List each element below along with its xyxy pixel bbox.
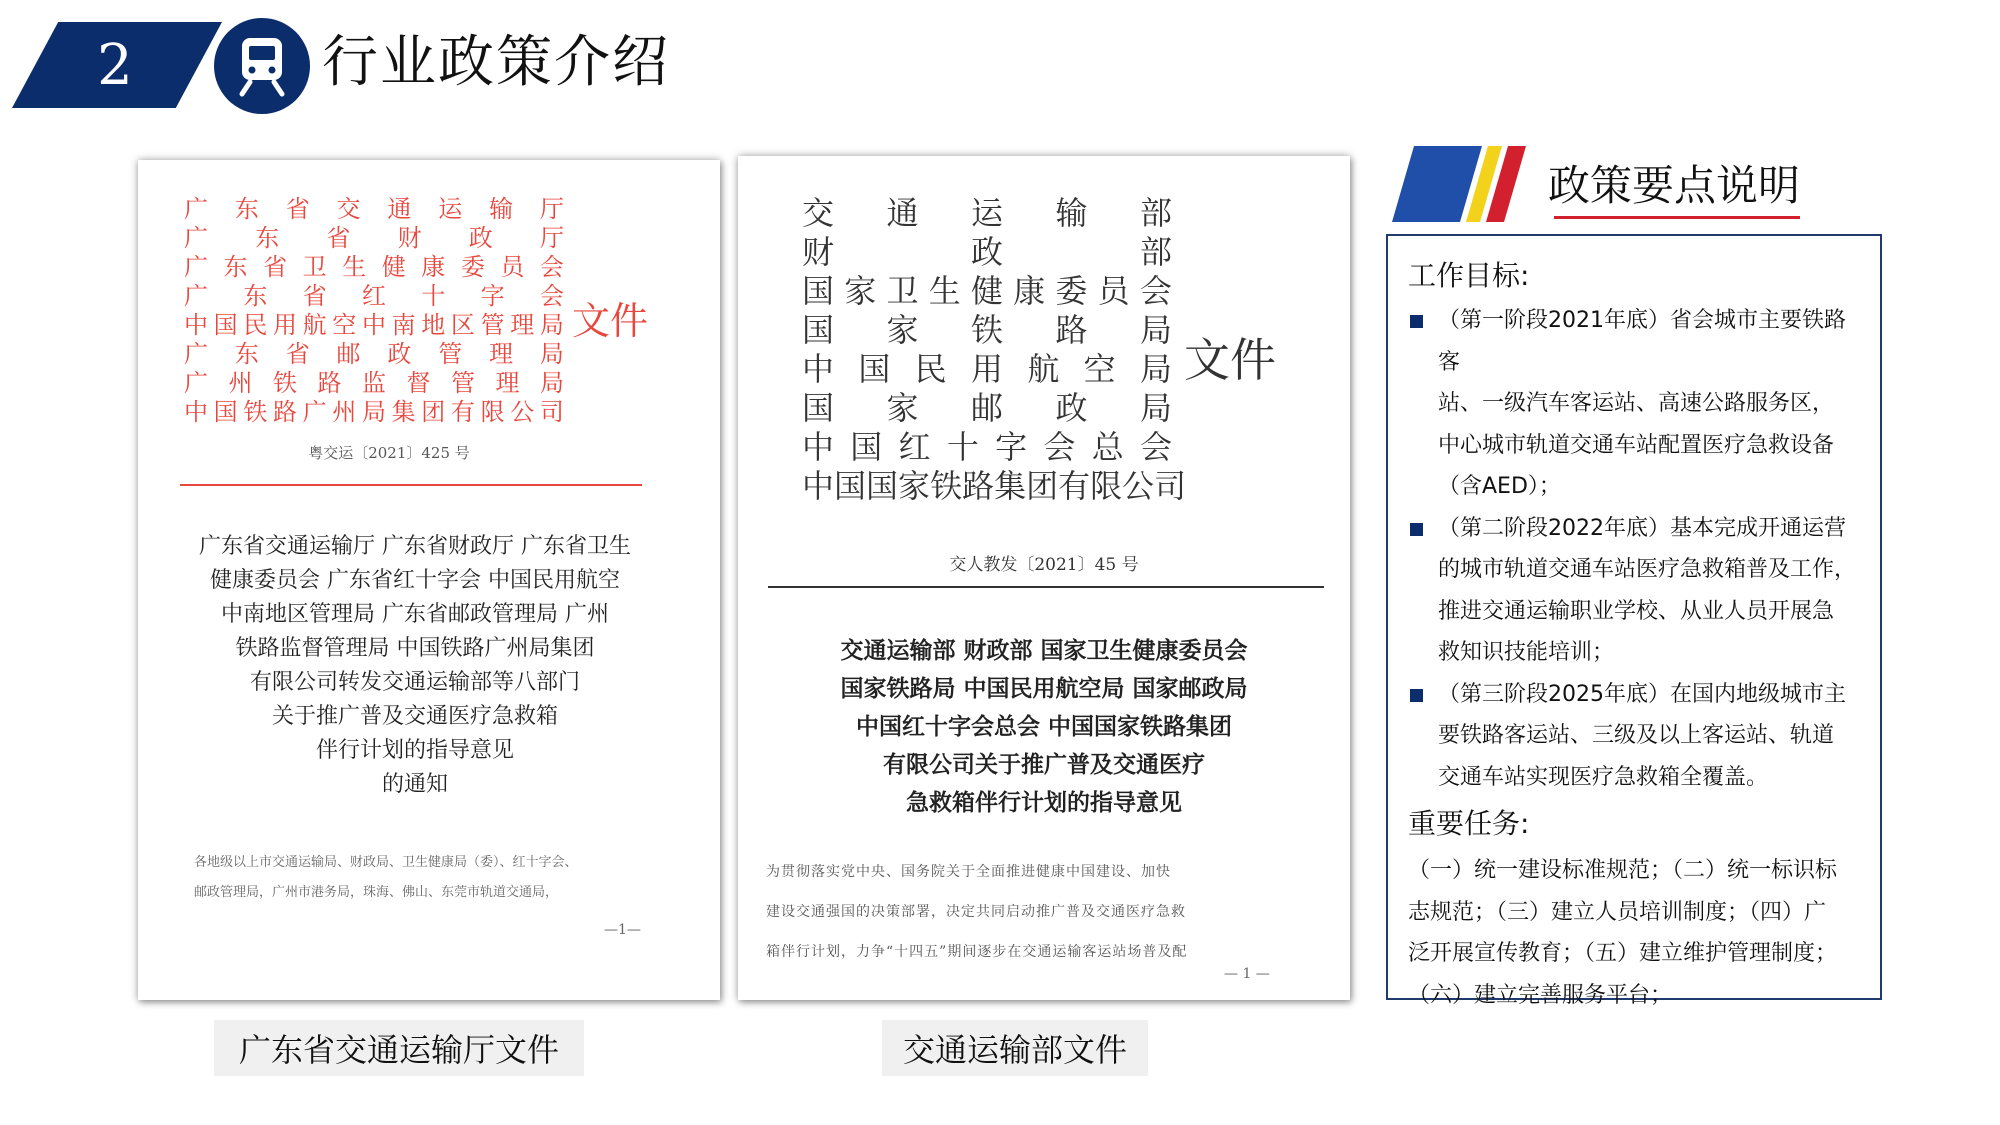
title-line: 急救箱伴行计划的指导意见 <box>906 789 1182 816</box>
guangdong-document <box>138 160 720 1000</box>
document-body <box>766 852 1187 972</box>
issuer-line: 广 东 省 邮 政 管 理 局 <box>184 340 564 368</box>
panel-title: 政策要点说明 <box>1548 161 1801 210</box>
title-line: 有限公司关于推广普及交通医疗 <box>883 751 1205 778</box>
policy-points-panel <box>1386 234 1882 1008</box>
title-line: 有限公司转发交通运输部等八部门 <box>249 670 580 695</box>
task-line: 泛开展宣传教育；（五）建立维护管理制度； <box>1408 941 1838 966</box>
issuer-line: 财 政 部 <box>802 233 1172 271</box>
title-line: 关于推广普及交通医疗急救箱 <box>271 704 558 729</box>
title-line: 广东省交通运输厅 广东省财政厅 广东省卫生 <box>199 534 631 559</box>
square-bullet-icon <box>1410 315 1423 328</box>
body-line: 箱伴行计划，力争“十四五”期间逐步在交通运输客运站场普及配 <box>766 944 1188 960</box>
document-body <box>194 848 578 908</box>
issuer-line: 广 东 省 卫 生 健 康 委 员 会 <box>184 253 564 281</box>
goal-line: 的城市轨道交通车站医疗急救箱普及工作， <box>1438 557 1857 582</box>
title-underline <box>1554 216 1800 219</box>
title-line: 健康委员会 广东省红十字会 中国民用航空 <box>210 568 620 593</box>
document-title <box>138 530 706 802</box>
caption-ministry: 交通运输部文件 <box>882 1020 1148 1076</box>
issuer-line: 国 家 铁 路 局 <box>802 311 1172 349</box>
section-number: 2 <box>97 32 133 98</box>
goal-item <box>1408 674 1860 799</box>
goal-item <box>1408 508 1860 674</box>
title-line: 铁路监督管理局 中国铁路广州局集团 <box>235 636 595 661</box>
page-number: —1— <box>604 922 641 938</box>
goal-line: 推进交通运输职业学校、从业人员开展急 <box>1438 598 1835 624</box>
goals-heading: 工作目标: <box>1408 259 1530 292</box>
issuer-line: 中 国 铁 路 广 州 局 集 团 有 限 公 司 <box>184 398 564 426</box>
goal-line: （第一阶段2021年底）省会城市主要铁路客 <box>1438 308 1846 375</box>
goal-line: （第三阶段2025年底）在国内地级城市主 <box>1438 681 1846 707</box>
issuer-line: 广 东 省 红 十 字 会 <box>184 282 564 310</box>
title-line: 中南地区管理局 广东省邮政管理局 广州 <box>221 602 609 627</box>
issuer-line: 中 国 国 家 铁 路 集 团 有 限 公 司 <box>802 467 1187 505</box>
issuer-line: 中 国 民 用 航 空 局 <box>802 350 1172 388</box>
title-line: 国家铁路局 中国民用航空局 国家邮政局 <box>840 675 1248 702</box>
color-stripes-icon <box>1392 146 1532 222</box>
goal-line: 站、一级汽车客运站、高速公路服务区， <box>1438 391 1835 416</box>
goal-line: 交通车站实现医疗急救箱全覆盖。 <box>1438 764 1769 790</box>
document-title <box>738 632 1350 822</box>
issuer-line: 国 家 邮 政 局 <box>802 389 1172 427</box>
page-title: 行业政策介绍 <box>322 30 670 95</box>
issuer-line: 国 家 卫 生 健 康 委 员 会 <box>802 272 1172 310</box>
title-line: 交通运输部 财政部 国家卫生健康委员会 <box>840 637 1248 664</box>
goal-list <box>1408 300 1860 798</box>
train-icon <box>214 18 310 114</box>
goal-item <box>1408 300 1860 508</box>
task-line: 志规范；（三）建立人员培训制度；（四）广 <box>1408 899 1827 925</box>
issuer-line: 交 通 运 输 部 <box>802 194 1172 232</box>
document-mark: 文件 <box>1184 333 1276 387</box>
square-bullet-icon <box>1410 523 1423 536</box>
document-mark: 文件 <box>572 299 649 343</box>
body-line: 为贯彻落实党中央、国务院关于全面推进健康中国建设、加快 <box>766 864 1171 880</box>
black-divider <box>768 586 1324 588</box>
document-number: 粤交运〔2021〕425 号 <box>308 444 470 462</box>
issuer-line: 中 国 红 十 字 会 总 会 <box>802 428 1172 466</box>
title-line: 的通知 <box>381 772 448 797</box>
red-divider <box>180 484 642 486</box>
goal-line: （第二阶段2022年底）基本完成开通运营 <box>1438 515 1846 541</box>
page-number: — 1 — <box>1224 966 1270 982</box>
issuer-line: 广 东 省 交 通 运 输 厅 <box>184 195 564 223</box>
issuer-line: 广 州 铁 路 监 督 管 理 局 <box>184 369 564 397</box>
goal-line: （含AED）； <box>1438 474 1561 499</box>
issuer-line: 中 国 民 用 航 空 中 南 地 区 管 理 局 <box>184 311 564 339</box>
goal-line: 中心城市轨道交通车站配置医疗急救设备 <box>1438 432 1835 458</box>
title-line: 伴行计划的指导意见 <box>315 738 514 763</box>
issuer-line: 广 东 省 财 政 厅 <box>184 224 564 252</box>
ministry-document <box>738 156 1350 1000</box>
body-line: 建设交通强国的决策部署，决定共同启动推广普及交通医疗急救 <box>766 904 1186 920</box>
body-line: 邮政管理局，广州市港务局，珠海、佛山、东莞市轨道交通局， <box>194 885 559 900</box>
task-line: （六）建立完善服务平台； <box>1408 982 1673 1008</box>
tasks-text <box>1408 850 1860 1016</box>
title-line: 中国红十字会总会 中国国家铁路集团 <box>855 713 1232 740</box>
tasks-heading: 重要任务: <box>1408 807 1530 840</box>
goal-line: 救知识技能培训； <box>1438 640 1615 665</box>
task-line: （一）统一建设标准规范；（二）统一标识标 <box>1408 858 1838 883</box>
caption-guangdong: 广东省交通运输厅文件 <box>214 1020 584 1076</box>
square-bullet-icon <box>1410 689 1423 702</box>
body-line: 各地级以上市交通运输局、财政局、卫生健康局（委）、红十字会、 <box>194 855 578 870</box>
goal-line: 要铁路客运站、三级及以上客运站、轨道 <box>1438 723 1835 748</box>
document-number: 交人教发〔2021〕45 号 <box>949 555 1139 575</box>
